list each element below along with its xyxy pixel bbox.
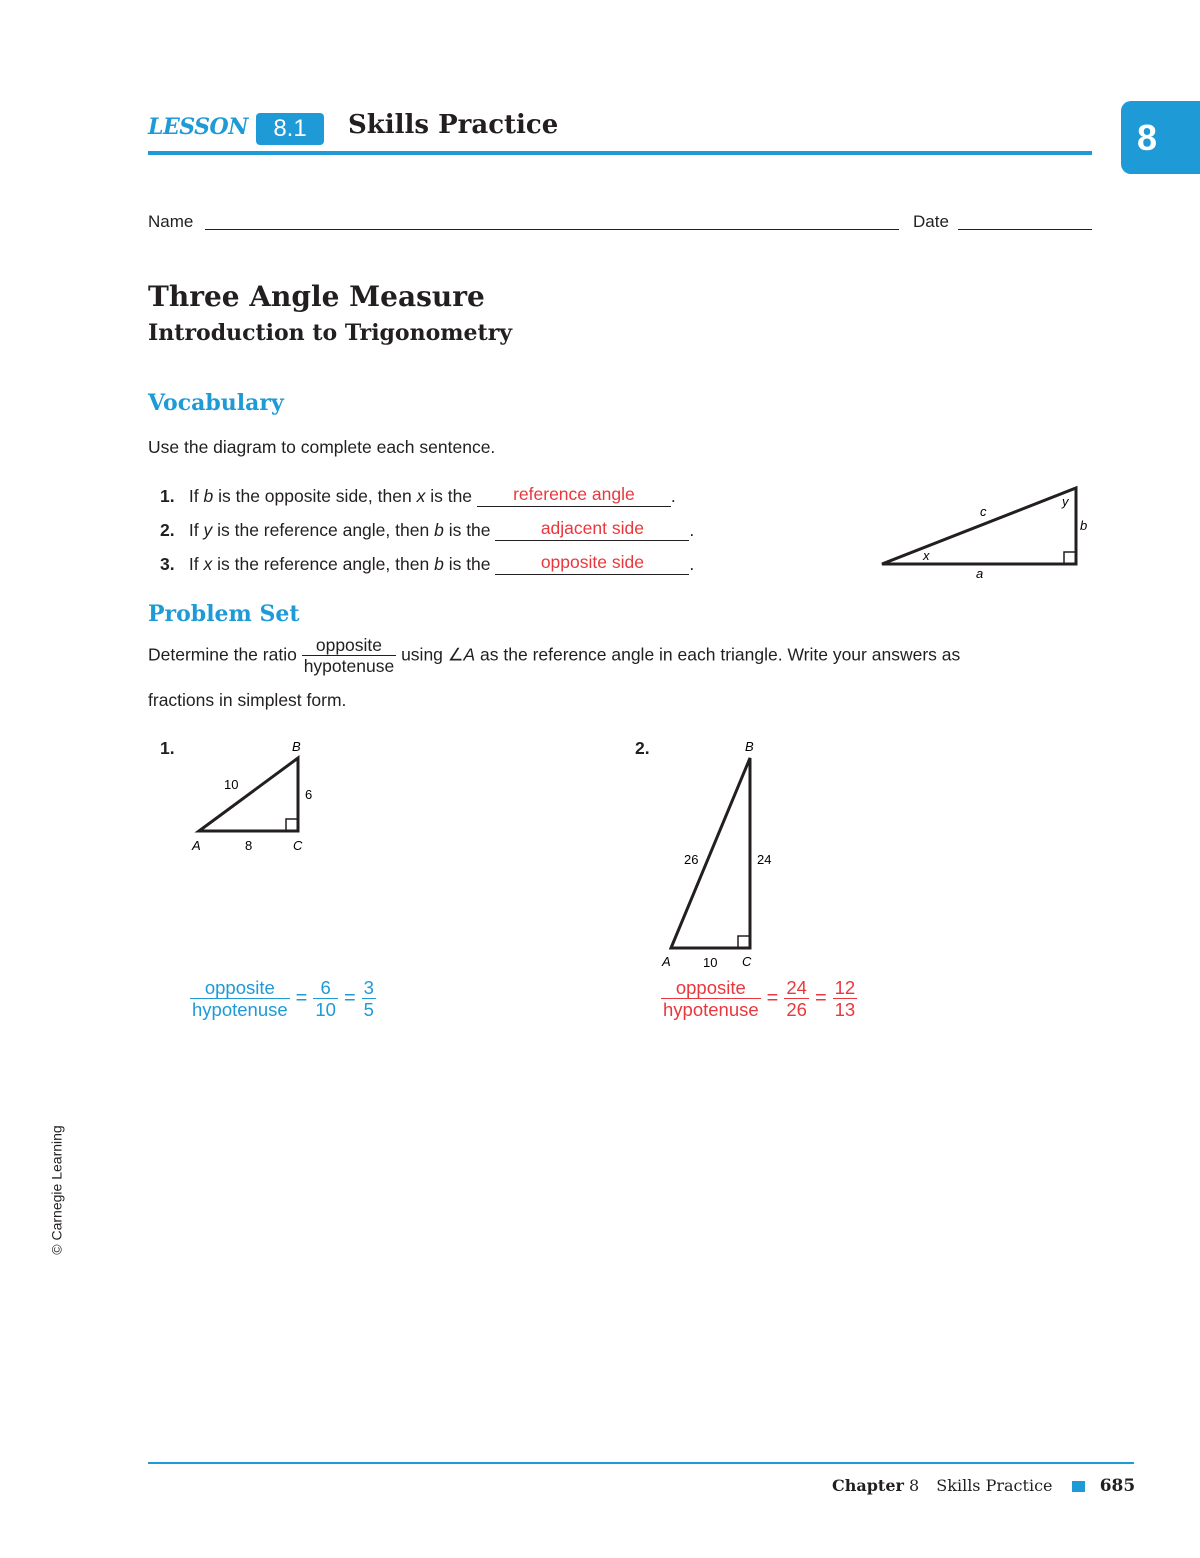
label-a: a xyxy=(976,566,984,581)
item-var: b xyxy=(434,554,444,574)
fraction-numerator: 12 xyxy=(834,977,856,998)
item-text: If xyxy=(188,520,199,540)
vertex-a-label: A xyxy=(192,838,201,853)
fraction-denominator: 10 xyxy=(315,999,336,1021)
item-var: x xyxy=(203,554,213,574)
opposite-length: 24 xyxy=(757,852,772,867)
answer-blank[interactable]: reference angle xyxy=(477,484,671,507)
answer-ratio-fraction xyxy=(190,978,290,1020)
fraction-denominator: 26 xyxy=(786,999,807,1021)
right-angle-marker xyxy=(1064,552,1076,564)
vertex-a-label: A xyxy=(662,954,671,969)
answer-ratio-fraction xyxy=(661,978,761,1020)
ratio-fraction xyxy=(302,636,397,676)
item-text: is the xyxy=(448,520,491,540)
footer-title: Skills Practice xyxy=(936,1476,1053,1495)
vertex-c-label: C xyxy=(742,954,752,969)
item-number: 1. xyxy=(160,486,175,506)
item-var: x xyxy=(416,486,426,506)
footer-chapter-number: 8 xyxy=(909,1476,920,1495)
footer-chapter-word: Chapter xyxy=(832,1476,904,1495)
fraction-numerator: opposite xyxy=(204,977,275,998)
equals-sign: = xyxy=(766,987,779,1010)
ratio-denominator: hypotenuse xyxy=(303,656,395,677)
item-text: is the reference angle, then xyxy=(217,554,430,574)
adjacent-length: 10 xyxy=(703,955,718,970)
fraction-denominator: hypotenuse xyxy=(663,999,759,1021)
vocabulary-heading: Vocabulary xyxy=(148,390,284,416)
item-text: If xyxy=(188,486,199,506)
instruction-var: A xyxy=(463,644,476,665)
adjacent-length: 8 xyxy=(245,838,253,853)
problem-2-answer xyxy=(661,978,857,1020)
date-field-line[interactable] xyxy=(958,229,1092,230)
answer-simplified-fraction xyxy=(362,978,376,1020)
fraction-denominator: 5 xyxy=(363,999,374,1021)
item-number: 2. xyxy=(160,520,175,540)
vertex-b-label: B xyxy=(745,739,754,754)
instruction-text: as the reference angle in each triangle. Write your answers as xyxy=(480,644,961,665)
date-label: Date xyxy=(913,212,949,231)
opposite-length: 6 xyxy=(305,787,313,802)
item-text: . xyxy=(689,554,695,574)
item-text: . xyxy=(689,520,695,540)
item-var: b xyxy=(434,520,444,540)
fraction-denominator: hypotenuse xyxy=(192,999,288,1021)
item-var: b xyxy=(203,486,214,506)
instruction-text: Determine the ratio xyxy=(148,644,297,665)
header-divider xyxy=(148,151,1092,155)
ratio-numerator: opposite xyxy=(315,635,383,655)
instruction-text: using ∠ xyxy=(401,644,464,665)
chapter-tab: 8 xyxy=(1121,101,1200,174)
name-label: Name xyxy=(148,212,194,231)
item-text: is the opposite side, then xyxy=(218,486,412,506)
problem-set-instruction-line2: fractions in simplest form. xyxy=(148,690,347,710)
vocab-item-2 xyxy=(160,518,694,541)
equals-sign: = xyxy=(343,987,356,1010)
label-b: b xyxy=(1080,518,1088,533)
answer-simplified-fraction xyxy=(833,978,858,1020)
vertex-c-label: C xyxy=(293,838,303,853)
fraction-numerator: opposite xyxy=(675,977,746,998)
hypotenuse-length: 10 xyxy=(224,777,239,792)
item-text: . xyxy=(670,486,676,506)
equals-sign: = xyxy=(295,987,308,1010)
copyright-notice: © Carnegie Learning xyxy=(48,1125,65,1255)
hypotenuse-length: 26 xyxy=(684,852,699,867)
triangle-shape xyxy=(671,758,750,948)
answer-fraction xyxy=(313,978,338,1020)
vocabulary-instruction: Use the diagram to complete each sentence. xyxy=(148,437,496,457)
fraction-denominator: 13 xyxy=(834,999,856,1021)
label-y: y xyxy=(1062,494,1069,509)
fraction-numerator: 3 xyxy=(363,977,374,998)
fraction-numerator: 24 xyxy=(786,977,807,998)
item-text: is the xyxy=(430,486,473,506)
vocab-item-1 xyxy=(160,484,676,507)
item-text: is the reference angle, then xyxy=(217,520,430,540)
item-var: y xyxy=(203,520,213,540)
vocabulary-triangle-diagram xyxy=(870,480,1100,590)
problem-1-answer xyxy=(190,978,376,1020)
problem-1-number: 1. xyxy=(160,738,175,758)
problem-2-triangle xyxy=(650,730,800,975)
name-field-line[interactable] xyxy=(205,229,899,230)
item-number: 3. xyxy=(160,554,175,574)
item-text: is the xyxy=(448,554,491,574)
triangle-shape xyxy=(882,488,1076,564)
right-angle-marker xyxy=(738,936,750,948)
footer-divider xyxy=(148,1462,1134,1464)
triangle-shape xyxy=(199,758,298,831)
lesson-number-badge: 8.1 xyxy=(256,113,324,145)
page-number: 685 xyxy=(1099,1476,1136,1496)
problem-set-instruction xyxy=(148,636,960,676)
label-x: x xyxy=(923,548,930,563)
page-title: Three Angle Measure xyxy=(148,280,485,313)
lesson-title: Skills Practice xyxy=(348,110,559,140)
item-text: If xyxy=(188,554,199,574)
equals-sign: = xyxy=(814,987,827,1010)
vocab-item-3 xyxy=(160,552,694,575)
answer-blank[interactable]: adjacent side xyxy=(495,518,689,541)
problem-set-heading: Problem Set xyxy=(148,601,300,627)
footer xyxy=(832,1476,1135,1496)
label-c: c xyxy=(980,504,987,519)
problem-2-number: 2. xyxy=(635,738,650,758)
footer-square-icon xyxy=(1072,1481,1085,1492)
vertex-b-label: B xyxy=(292,739,301,754)
answer-blank[interactable]: opposite side xyxy=(495,552,689,575)
lesson-label: LESSON xyxy=(148,114,248,140)
right-angle-marker xyxy=(286,819,298,831)
answer-fraction xyxy=(784,978,809,1020)
page-subtitle: Introduction to Trigonometry xyxy=(148,320,513,346)
fraction-numerator: 6 xyxy=(320,977,331,998)
problem-1-triangle xyxy=(180,730,330,860)
